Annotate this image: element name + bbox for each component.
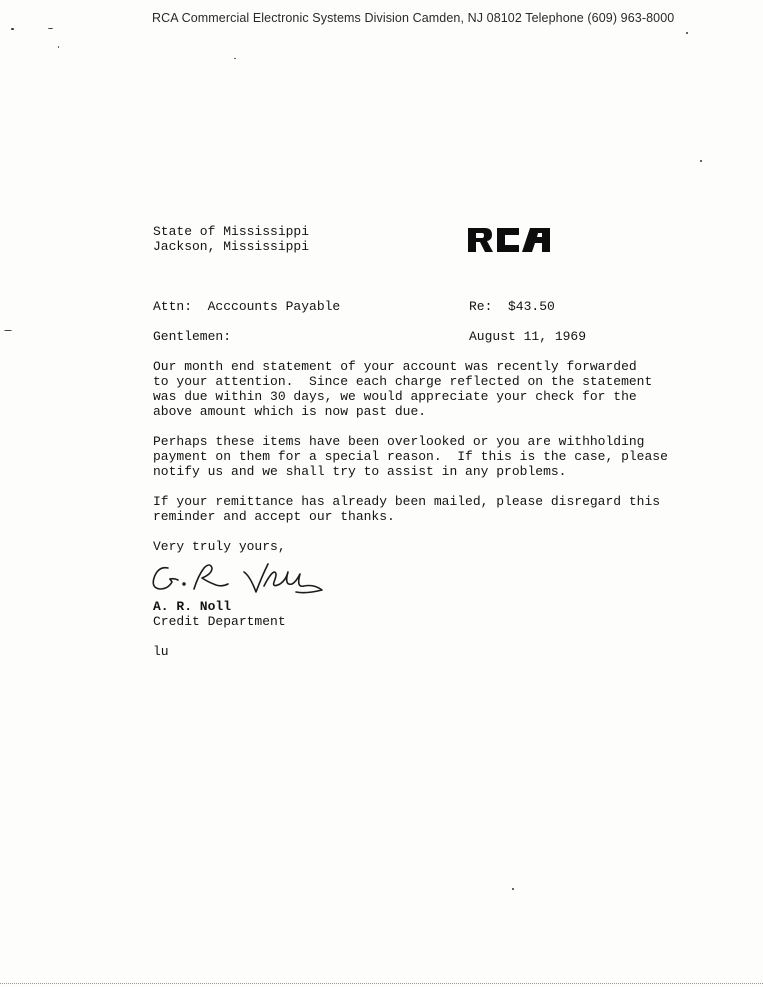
paragraph-line: notify us and we shall try to assist in any problems. <box>153 464 567 479</box>
signer-department: Credit Department <box>153 614 286 629</box>
scan-speck <box>234 58 236 59</box>
reference-amount: Re: $43.50 <box>469 299 555 314</box>
letterhead: RCA Commercial Electronic Systems Division Camden, NJ 08102 Telephone (609) 963-8000 <box>152 11 675 25</box>
scan-speck <box>48 28 53 29</box>
paragraph-line: payment on them for a special reason. If this is the case, please <box>153 449 668 464</box>
scan-speck <box>700 160 702 162</box>
handwritten-signature <box>146 552 331 604</box>
scan-speck <box>686 32 688 34</box>
paragraph-2 <box>153 434 668 479</box>
scan-speck <box>512 888 514 890</box>
recipient-line: State of Mississippi <box>153 224 310 239</box>
typist-initials: lu <box>153 644 169 659</box>
paragraph-line: Perhaps these items have been overlooked or you are withholding <box>153 434 645 449</box>
closing: Very truly yours, <box>153 539 286 554</box>
paragraph-line: reminder and accept our thanks. <box>153 509 395 524</box>
scan-speck <box>11 28 14 30</box>
scan-edge-line <box>0 983 763 985</box>
salutation: Gentlemen: <box>153 329 232 344</box>
paragraph-line: was due within 30 days, we would appreciate your check for the <box>153 389 637 404</box>
letter-date: August 11, 1969 <box>469 329 587 344</box>
paragraph-3 <box>153 494 660 524</box>
signer-name: A. R. Noll <box>153 599 232 614</box>
attention-line: Attn: Acccounts Payable <box>153 299 341 314</box>
recipient-address <box>153 224 309 254</box>
recipient-line: Jackson, Mississippi <box>153 239 310 254</box>
paragraph-line: If your remittance has already been mailed, please disregard this <box>153 494 661 509</box>
rca-logo <box>468 228 550 252</box>
paragraph-line: Our month end statement of your account was recently forwarded <box>153 359 637 374</box>
scan-speck <box>58 46 59 48</box>
scan-speck <box>4 330 12 331</box>
paragraph-line: above amount which is now past due. <box>153 404 427 419</box>
paragraph-1 <box>153 359 652 419</box>
paragraph-line: to your attention. Since each charge reflected on the statement <box>153 374 653 389</box>
